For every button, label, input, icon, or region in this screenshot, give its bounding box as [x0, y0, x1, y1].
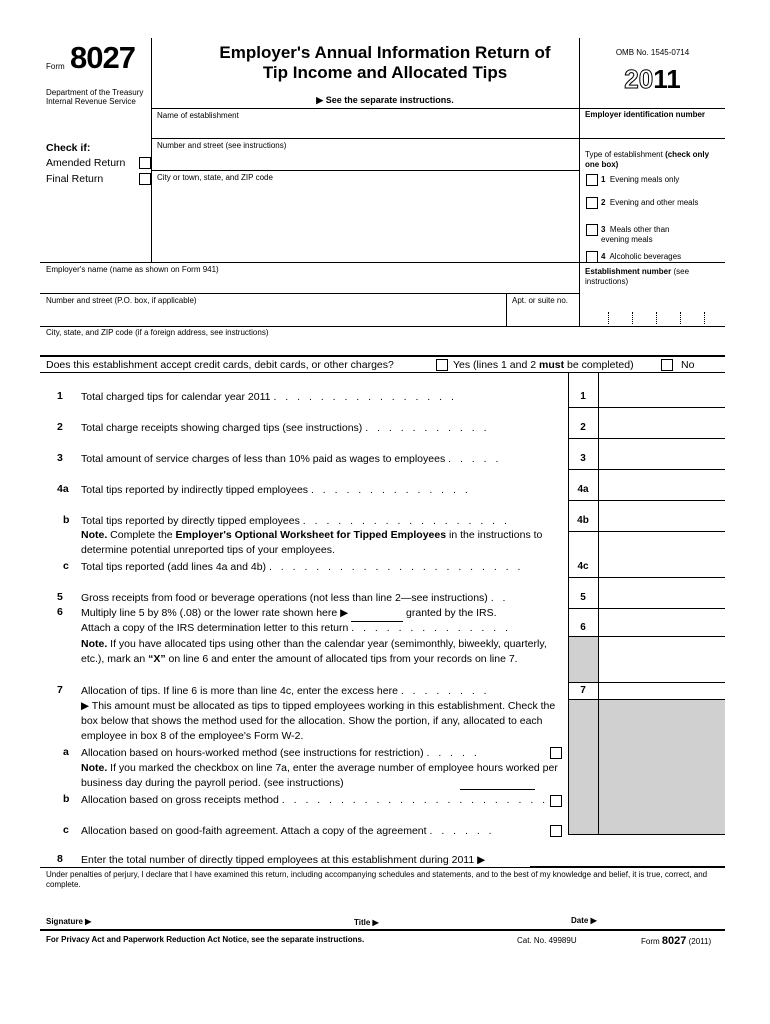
credit-no-label: No — [681, 359, 695, 371]
line-7-number: 7 — [57, 684, 63, 696]
title-line1: Employer's Annual Information Return of — [219, 43, 551, 62]
line-6-note: Note. If you have allocated tips using other than the calendar year (semimonthly, biweekly, quarterly, etc.), mark an “X” on line 6 and enter the amount of allocated tips from your records on line 7. — [81, 638, 547, 665]
type-1-checkbox[interactable] — [586, 174, 598, 186]
title-label: Title ▶ — [354, 918, 379, 927]
establishment-name-field[interactable] — [157, 122, 575, 136]
line-7-text: Allocation of tips. If line 6 is more than line 4c, enter the excess here . . . . . . . . — [81, 685, 490, 697]
line-4a-box: 4a — [577, 484, 589, 495]
type-note: (check only one box) — [585, 150, 710, 169]
line-6-amount[interactable] — [600, 617, 724, 635]
credit-no-checkbox[interactable] — [661, 359, 673, 371]
line-4b-box: 4b — [577, 515, 589, 526]
line-6-number: 6 — [57, 606, 63, 618]
title-field[interactable] — [385, 912, 565, 928]
apt-label: Apt. or suite no. — [512, 296, 569, 305]
line-1-amount[interactable] — [600, 388, 724, 406]
employer-city-label: City, state, and ZIP code (if a foreign address, see instructions) — [46, 328, 269, 337]
line-2-text: Total charge receipts showing charged tips (see instructions) . . . . . . . . . . . — [81, 422, 490, 434]
establishment-city-label: City or town, state, and ZIP code — [157, 173, 273, 182]
final-return-label: Final Return — [46, 173, 104, 185]
line-4b-amount[interactable] — [600, 512, 724, 530]
department-name: Department of the Treasury — [46, 88, 144, 97]
omb-number: OMB No. 1545-0714 — [615, 48, 690, 57]
establishment-number-field[interactable] — [590, 308, 720, 324]
irs-name: Internal Revenue Service — [46, 97, 136, 106]
employer-city-field[interactable] — [46, 339, 716, 351]
line-3-amount[interactable] — [600, 450, 724, 468]
line-8-text: Enter the total number of directly tipped employees at this establishment during 2011 ▶ — [81, 854, 486, 866]
credit-yes-label: Yes (lines 1 and 2 must be completed) — [453, 359, 634, 371]
line-7c-text: Allocation based on good-faith agreement. Attach a copy of the agreement . . . . . . — [81, 825, 495, 837]
line-4c-text: Total tips reported (add lines 4a and 4b) . . . . . . . . . . . . . . . . . . . . . . — [81, 561, 524, 573]
date-label: Date ▶ — [571, 916, 597, 925]
employer-name-field[interactable] — [46, 276, 574, 290]
establishment-city-field[interactable] — [157, 184, 575, 254]
line-7-paragraph: ▶ This amount must be allocated as tips to tipped employees working in this establishment. Check the box below that shows the method used for the allocation. Show the portion, if any, allocated to each employee in box 8 of the employee's Form W-2. — [81, 700, 556, 742]
amended-return-label: Amended Return — [46, 157, 126, 169]
employer-street-label: Number and street (P.O. box, if applicable) — [46, 296, 197, 305]
line-7a-number: a — [63, 746, 69, 758]
credit-card-question: Does this establishment accept credit cards, debit cards, or other charges? — [46, 359, 394, 371]
line-6-text: Multiply line 5 by 8% (.08) or the lower rate shown here ▶ granted by the IRS. — [81, 606, 571, 622]
date-field[interactable] — [603, 912, 723, 928]
line-1-box: 1 — [580, 391, 586, 402]
employer-street-field[interactable] — [46, 307, 500, 321]
line-4b-number: b — [63, 514, 70, 526]
tax-year-bold: 11 — [653, 64, 681, 94]
line-7a-note: Note. If you marked the checkbox on line 7a, enter the average number of employee hours worked per business day during the payroll period. (see instructions) — [81, 762, 558, 789]
tax-year — [580, 64, 725, 95]
line-4a-text: Total tips reported by indirectly tipped employees . . . . . . . . . . . . . . — [81, 484, 471, 496]
line-5-box: 5 — [580, 592, 586, 603]
line-7c-number: c — [63, 824, 69, 836]
line-7b-text: Allocation based on gross receipts method . . . . . . . . . . . . . . . . . . . . . . . — [81, 794, 549, 806]
line-7c-checkbox[interactable] — [550, 825, 562, 837]
department — [46, 88, 143, 106]
line-7-amount[interactable] — [600, 683, 724, 698]
apt-field[interactable] — [512, 307, 574, 321]
establishment-street-label: Number and street (see instructions) — [157, 141, 287, 150]
line-4a-number: 4a — [57, 483, 69, 495]
credit-yes-checkbox[interactable] — [436, 359, 448, 371]
line-6-attach: Attach a copy of the IRS determination letter to this return . . . . . . . . . . . . . . — [81, 622, 511, 634]
line-2-amount[interactable] — [600, 419, 724, 437]
form-title — [151, 43, 619, 83]
line-5-text: Gross receipts from food or beverage operations (not less than line 2—see instructions) . . — [81, 592, 509, 604]
final-return-checkbox[interactable] — [139, 173, 151, 185]
line-7a-hours-field[interactable] — [460, 789, 535, 790]
line-6-box: 6 — [580, 622, 586, 633]
establishment-street-field[interactable] — [157, 152, 575, 166]
footer-form-id: Form 8027 (2011) — [641, 935, 712, 947]
line-1-text: Total charged tips for calendar year 2011 . . . . . . . . . . . . . . . . — [81, 391, 457, 403]
title-line2: Tip Income and Allocated Tips — [262, 63, 508, 82]
line-7b-checkbox[interactable] — [550, 795, 562, 807]
line-1-number: 1 — [57, 390, 63, 402]
line-8-number: 8 — [57, 853, 63, 865]
line-2-box: 2 — [580, 422, 586, 433]
line-3-number: 3 — [57, 452, 63, 464]
amended-return-checkbox[interactable] — [139, 157, 151, 169]
line-5-amount[interactable] — [600, 589, 724, 607]
line-7-box: 7 — [580, 685, 586, 696]
form-number: 8027 — [70, 40, 135, 75]
line-4c-amount[interactable] — [600, 558, 724, 576]
line-5-number: 5 — [57, 591, 63, 603]
type-of-establishment — [585, 150, 717, 170]
check-if-label: Check if: — [46, 142, 91, 154]
line-3-text: Total amount of service charges of less than 10% paid as wages to employees . . . . . — [81, 453, 502, 465]
line-4a-amount[interactable] — [600, 481, 724, 499]
line-7b-number: b — [63, 793, 70, 805]
form-label: Form — [46, 62, 65, 71]
line-7a-checkbox[interactable] — [550, 747, 562, 759]
signature-label: Signature ▶ — [46, 917, 92, 926]
line-4b-note: Note. Complete the Employer's Optional Worksheet for Tipped Employees in the instructions to determine potential unreported tips of your employees. — [81, 529, 543, 556]
establishment-number-label: Establishment number (see instructions) — [585, 267, 690, 286]
tax-year-outline: 20 — [624, 64, 654, 94]
type-3-label: 3 Meals other than evening meals — [601, 225, 670, 244]
type-2-checkbox[interactable] — [586, 197, 598, 209]
line-4c-number: c — [63, 560, 69, 572]
line-7a-text: Allocation based on hours-worked method (see instructions for restriction) . . . . . — [81, 747, 480, 759]
establishment-name-label: Name of establishment — [157, 111, 239, 120]
type-label: Type of establishment — [585, 150, 663, 159]
line-3-box: 3 — [580, 453, 586, 464]
ein-label: Employer identification number — [585, 110, 706, 119]
line-6-rate-field[interactable] — [351, 606, 403, 622]
type-3-checkbox[interactable] — [586, 224, 598, 236]
type-1-label: 1 Evening meals only — [601, 175, 680, 184]
line-4c-box: 4c — [577, 561, 589, 572]
signature-field[interactable] — [100, 912, 340, 928]
line-2-number: 2 — [57, 421, 63, 433]
line-4b-text: Total tips reported by directly tipped employees . . . . . . . . . . . . . . . . . . — [81, 515, 510, 527]
ein-field[interactable] — [585, 122, 723, 136]
privacy-notice: For Privacy Act and Paperwork Reduction Act Notice, see the separate instructions. — [46, 935, 365, 944]
employer-name-label: Employer's name (name as shown on Form 941) — [46, 265, 219, 274]
see-instructions: ▶ See the separate instructions. — [316, 95, 454, 105]
type-2-label: 2 Evening and other meals — [601, 198, 699, 207]
perjury-statement: Under penalties of perjury, I declare that I have examined this return, including accompanying schedules and statements, and to the best of my knowledge and belief, it is true, correct, and complete. — [46, 870, 708, 889]
catalog-number: Cat. No. 49989U — [517, 936, 577, 945]
type-4-label: 4 Alcoholic beverages — [601, 252, 682, 261]
